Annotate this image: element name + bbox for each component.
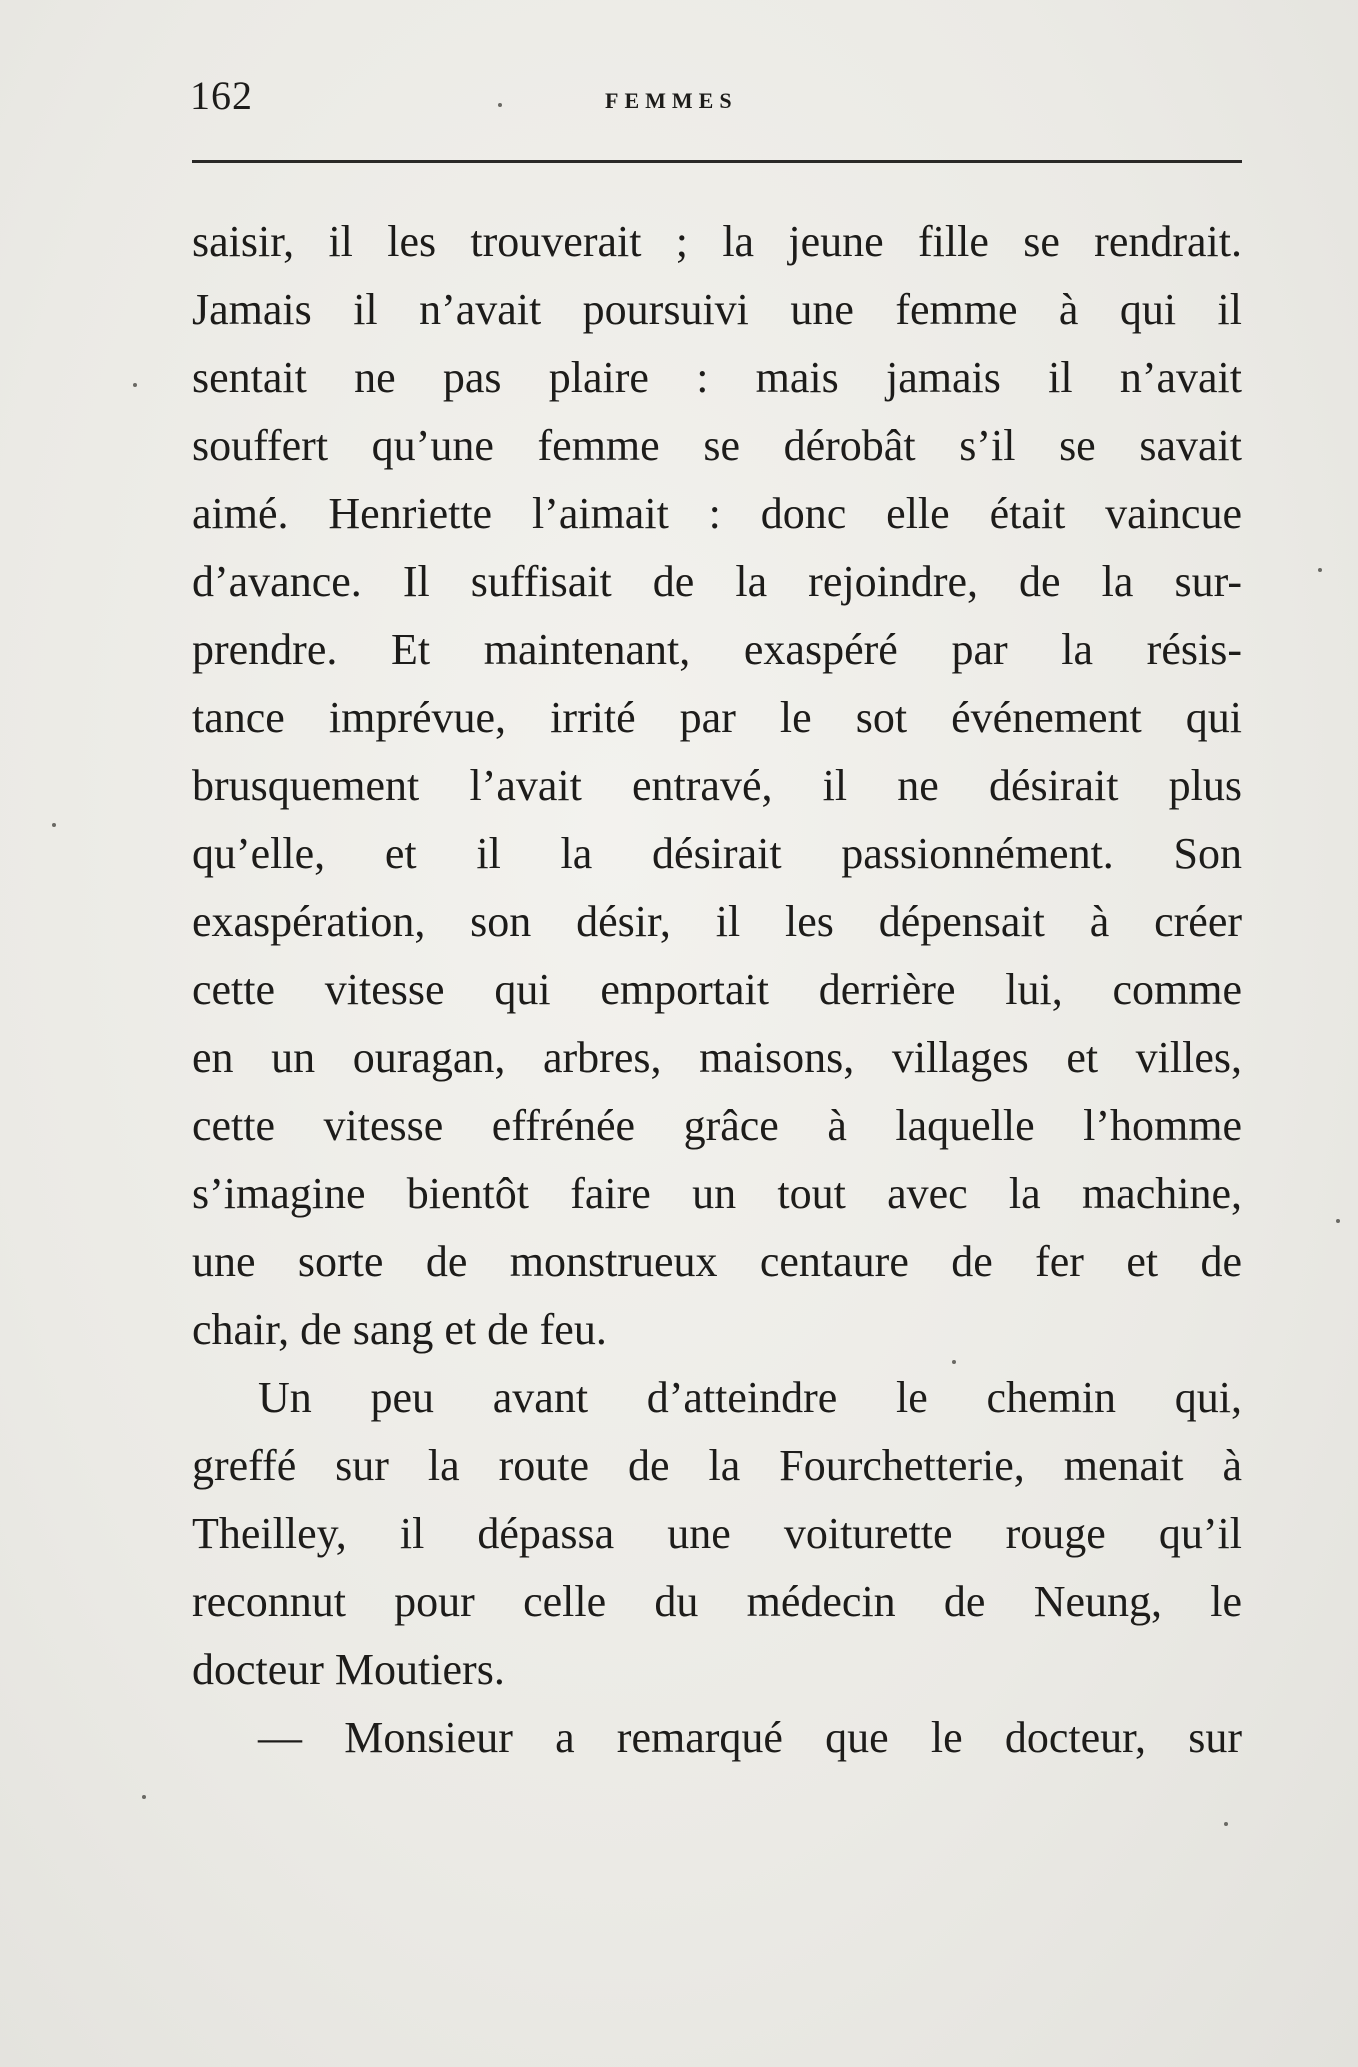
text-line: Theilley, il dépassa une voiturette rouge qu’il — [192, 1509, 1242, 1558]
page-number: 162 — [190, 73, 253, 118]
paper-speck — [142, 1795, 146, 1799]
text-line: chair, de sang et de feu. — [192, 1305, 607, 1354]
header-rule — [192, 160, 1242, 163]
text-line: d’avance. Il suffisait de la rejoindre, de la sur- — [192, 557, 1242, 606]
paper-speck — [52, 823, 56, 827]
text-line: qu’elle, et il la désirait passionnément. Son — [192, 829, 1242, 878]
text-line: prendre. Et maintenant, exaspéré par la résis- — [192, 625, 1242, 674]
paper-speck — [133, 383, 137, 387]
paper-speck — [498, 103, 502, 107]
paragraph-start-line: Un peu avant d’atteindre le chemin qui, — [258, 1373, 1242, 1422]
running-title: FEMMES — [605, 88, 738, 113]
paper-speck — [1318, 568, 1322, 572]
page-header — [190, 72, 1240, 132]
text-line: reconnut pour celle du médecin de Neung, le — [192, 1577, 1242, 1626]
text-line: exaspération, son désir, il les dépensait à créer — [192, 897, 1242, 946]
paper-speck — [952, 1360, 956, 1364]
text-line: greffé sur la route de la Fourchetterie, menait à — [192, 1441, 1242, 1490]
text-line: Jamais il n’avait poursuivi une femme à qui il — [192, 285, 1242, 334]
text-line: souffert qu’une femme se dérobât s’il se savait — [192, 421, 1242, 470]
paper-speck — [1336, 1219, 1340, 1223]
text-line: brusquement l’avait entravé, il ne désirait plus — [192, 761, 1242, 810]
text-line: sentait ne pas plaire : mais jamais il n’avait — [192, 353, 1242, 402]
paper-speck — [1224, 1822, 1228, 1826]
text-line: cette vitesse qui emportait derrière lui, comme — [192, 965, 1242, 1014]
text-line: cette vitesse effrénée grâce à laquelle l’homme — [192, 1101, 1242, 1150]
text-line: tance imprévue, irrité par le sot événement qui — [192, 693, 1242, 742]
text-line: en un ouragan, arbres, maisons, villages et villes, — [192, 1033, 1242, 1082]
text-line: s’imagine bientôt faire un tout avec la machine, — [192, 1169, 1242, 1218]
text-line: saisir, il les trouverait ; la jeune fille se rendrait. — [192, 217, 1242, 266]
body-text — [192, 208, 1242, 1772]
text-line: docteur Moutiers. — [192, 1645, 505, 1694]
text-line: aimé. Henriette l’aimait : donc elle était vaincue — [192, 489, 1242, 538]
text-line: une sorte de monstrueux centaure de fer et de — [192, 1237, 1242, 1286]
dialogue-line: — Monsieur a remarqué que le docteur, sur — [258, 1713, 1242, 1762]
